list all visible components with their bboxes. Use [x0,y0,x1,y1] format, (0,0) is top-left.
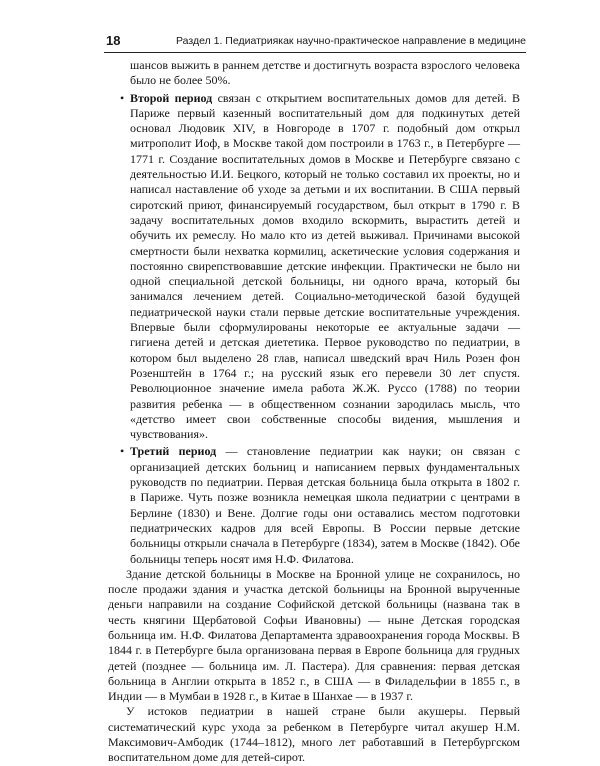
intro-continuation: шансов выжить в раннем детстве и достигнуть возраста взрослого человека было не более 50%. [130,58,520,88]
body-text [108,58,520,766]
period-2-item [108,91,520,443]
paragraph-building: Здание детской больницы в Москве на Бронной улице не сохранилось, но после продажи здания и участка детской больницы на Бронной вырученные деньги направили на создание Софийской детской больницы (названа так в честь княгини Щербатовой Софьи Ивановны) — ныне Детская городская больница им. Н.Ф. Филатова Департамента здравоохранения города Москвы. В 1844 г. в Петербурге была организована первая в Европе больница для грудных детей (позднее — больница им. Л. Пастера). Для сравнения: первая детская больница в Англии открыта в 1852 г., в США — в Филадельфии в 1855 г., в Индии — в Мумбаи в 1928 г., в Китае в Шанхае — в 1937 г. [108,566,520,704]
page-number: 18 [106,33,121,48]
period-3-lead: Третий период [130,444,217,459]
period-3-item [108,444,520,566]
bullet-icon: • [120,90,125,105]
header-rule [104,52,526,53]
bullet-icon: • [120,444,125,459]
running-header: Раздел 1. Педиатриякак научно-практическое направление в медицине [176,35,526,47]
period-2-text: связан с открытием воспитательных домов для детей. В Париже первый казенный воспитательный дом для подкинутых детей основал Людовик XIV, в Новгороде в 1707 г. подобный дом открыл митрополит Иоф, в Москве такой дом построили в 1763 г., в Петербурге — 1771 г. Создание воспитательных домов в Москве и Петербурге связано с деятельностью И.И. Бецкого, который не только составил их проекты, но и написал наставление об уходе за детьми и их воспитании. В США первый сиротский приют, финансируемый государством, был открыт в 1790 г. В задачу воспитательных домов входило вскормить, вырастить детей и обучить их ремеслу. Но мало кто из детей выживал. Причинами высокой смертности были нехватка кормилиц, аскетические условия содержания и постоянно свирепствовавшие детские инфекции. Практически не было ни одной специальной детской больницы, ни одного врача, который бы занимался лечением детей. Социально-методической базой будущей педиатрической науки стали первые детские воспитательные учреждения. Впервые были сформулированы некоторые ее актуальные задачи — гигиена детей и детская диететика. Первое руководство по педиатрии, в котором был выделено 28 глав, написал шведский врач Ниль Розен фон Розенштейн в 1764 г.; на русский язык его перевели 30 лет спустя. Революционное значение имела работа Ж.Ж. Руссо (1788) по теории развития ребенка — в общественном сознании зародилась мысль, что «детство имеет свои собственные способы видения, мышления и чувствования». [130,90,520,442]
paragraph-origins: У истоков педиатрии в нашей стране были акушеры. Первый систематический курс ухода за ребенком в Петербурге читал акушер Н.М. Максимович-Амбодик (1744–1812), много лет работавший в Петербургском воспитательном доме для детей-сирот. [108,704,520,765]
period-2-lead: Второй период [130,90,213,105]
period-3-text: — становление педиатрии как науки; он связан с организацией детских больниц и написанием первых фундаментальных руководств по педиатрии. Первая детская больница была открыта в 1802 г. в Париже. Чуть позже возникла немецкая школа педиатрии с центрами в Берлине (1830) и Вене. Долгие годы они оставались местом подготовки педиатрических кадров для всей Европы. В России первые детские больницы открыли сначала в Петербурге (1834), затем в Москве (1842). Обе больницы теперь носят имя Н.Ф. Филатова. [130,444,520,566]
